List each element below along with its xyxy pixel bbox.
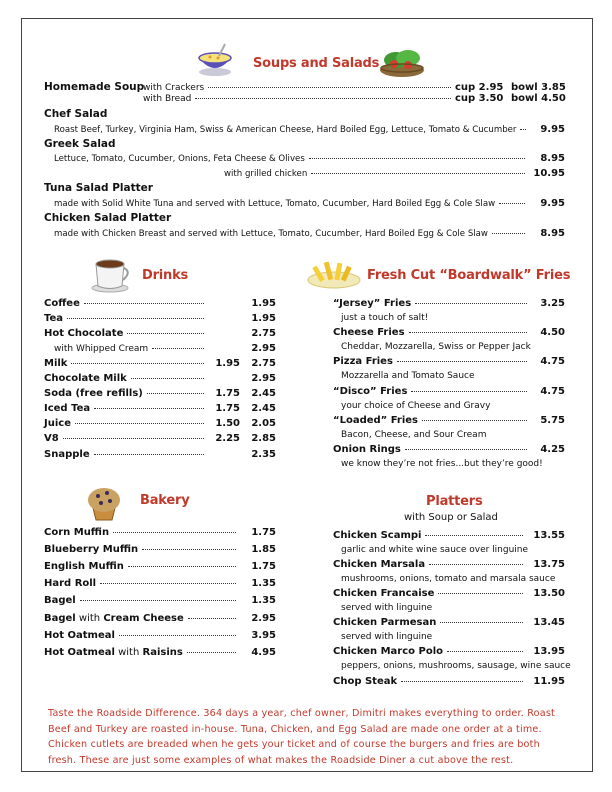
- bakery-price: 1.75: [251, 561, 276, 573]
- drink-small-price: 1.50: [215, 418, 240, 430]
- fries-desc: Cheddar, Mozzarella, Swiss or Pepper Jack: [341, 342, 531, 353]
- bakery-row: [44, 561, 276, 572]
- leader-dots: [520, 129, 526, 130]
- chef-salad-line: [54, 124, 565, 135]
- soups-salads-heading: Soups and Salads: [253, 56, 380, 71]
- fries-price: 4.75: [540, 356, 565, 368]
- fries-desc: we know they’re not fries...but they’re good!: [341, 459, 543, 469]
- soup-line-crackers: [143, 82, 565, 93]
- greek-salad-extra: with grilled chicken: [224, 169, 308, 179]
- fries-desc: Bacon, Cheese, and Sour Cream: [341, 429, 487, 440]
- bakery-row: [44, 578, 276, 589]
- bakery-row: [44, 613, 276, 624]
- drink-price: 2.95: [251, 373, 276, 385]
- drink-row: [44, 388, 276, 399]
- fries-row: [333, 386, 565, 397]
- platter-desc: peppers, onions, mushrooms, sausage, wine sauce: [341, 661, 571, 672]
- bakery-name-main: Blueberry Muffin: [44, 544, 139, 556]
- fries-price: 4.75: [540, 385, 565, 397]
- leader-dots: [195, 98, 451, 99]
- drink-row: [44, 298, 276, 309]
- soup-bread-bowl: bowl 4.50: [511, 93, 566, 104]
- fries-desc: Mozzarella and Tomato Sauce: [341, 371, 475, 382]
- platter-name: Chicken Scampi: [333, 530, 422, 541]
- fries-price: 3.25: [540, 298, 565, 309]
- leader-dots: [425, 535, 523, 536]
- leader-dots: [397, 361, 527, 362]
- leader-dots: [422, 420, 527, 421]
- bakery-price: 1.75: [251, 527, 276, 538]
- tuna-platter-price: 9.95: [540, 198, 565, 209]
- platters-subheading: with Soup or Salad: [404, 512, 498, 523]
- platter-row: [333, 588, 565, 599]
- bakery-name: [44, 630, 115, 641]
- leader-dots: [438, 593, 523, 594]
- tuna-platter-desc: made with Solid White Tuna and served with Lettuce, Tomato, Cucumber, Hard Boiled Egg & Cole Slaw: [54, 199, 496, 209]
- bakery-name-main: Hot Oatmeal: [44, 629, 115, 641]
- leader-dots: [311, 173, 525, 174]
- bakery-name: [44, 578, 96, 589]
- platter-price: 13.75: [533, 559, 565, 571]
- bakery-name: [44, 613, 184, 624]
- platter-desc: mushrooms, onions, tomato and marsala sauce: [341, 574, 556, 585]
- fries-name: “Disco” Fries: [333, 385, 408, 397]
- leader-dots: [499, 203, 525, 204]
- drink-name: Tea: [44, 313, 64, 325]
- drink-name: Hot Chocolate: [44, 328, 124, 340]
- drink-small-price: 1.75: [215, 403, 240, 415]
- leader-dots: [128, 566, 236, 567]
- bakery-name: [44, 561, 124, 572]
- drink-row: [44, 373, 276, 384]
- leader-dots: [447, 651, 523, 652]
- drinks-heading: Drinks: [142, 268, 189, 283]
- drink-name: Coffee: [44, 298, 80, 309]
- leader-dots: [142, 549, 236, 550]
- drink-name: Snapple: [44, 448, 90, 460]
- bakery-row: [44, 630, 276, 641]
- drink-row: [44, 403, 276, 414]
- fries-row: [333, 415, 565, 426]
- bakery-name-extra: Cream Cheese: [103, 612, 184, 624]
- bakery-row: [44, 647, 276, 658]
- leader-dots: [309, 158, 525, 159]
- leader-dots: [409, 332, 527, 333]
- drink-name: Soda (free refills): [44, 388, 143, 400]
- platter-row: [333, 530, 565, 541]
- muffin-icon: [82, 480, 126, 524]
- fries-desc: just a touch of salt!: [341, 313, 429, 323]
- leader-dots: [429, 564, 523, 565]
- bakery-price: 3.95: [251, 629, 276, 641]
- fries-name: Onion Rings: [333, 444, 401, 455]
- platter-price: 13.55: [533, 530, 565, 541]
- leader-dots: [75, 423, 204, 424]
- coffee-cup-icon: [90, 254, 132, 294]
- fries-row: [333, 327, 565, 338]
- fries-name: Pizza Fries: [333, 356, 393, 368]
- bakery-price: 2.95: [251, 612, 276, 624]
- platter-price: 11.95: [533, 675, 565, 687]
- greek-salad-chicken-line: [224, 168, 565, 179]
- bakery-name-main: Hard Roll: [44, 578, 97, 590]
- soup-bread-cup: cup 3.50: [455, 93, 504, 104]
- leader-dots: [94, 408, 204, 409]
- greek-salad-name: Greek Salad: [44, 138, 116, 150]
- platters-heading: Platters: [426, 494, 483, 509]
- fries-name: “Loaded” Fries: [333, 414, 418, 426]
- platter-desc: served with linguine: [341, 603, 433, 614]
- soup-name: Homemade Soup: [44, 81, 145, 93]
- drink-row: [44, 418, 276, 429]
- fries-price: 4.25: [540, 444, 565, 455]
- leader-dots: [152, 348, 204, 349]
- bakery-name-main: Bagel: [44, 612, 76, 624]
- drink-name: with Whipped Cream: [54, 344, 149, 355]
- leader-dots: [119, 635, 236, 636]
- bakery-name-main: Corn Muffin: [44, 527, 110, 538]
- platter-price: 13.50: [533, 588, 565, 600]
- platter-name: Chop Steak: [333, 675, 398, 687]
- fries-desc: your choice of Cheese and Gravy: [341, 400, 491, 411]
- drink-price: 2.75: [251, 358, 276, 370]
- tuna-platter-name: Tuna Salad Platter: [44, 182, 153, 194]
- drink-name: Milk: [44, 358, 68, 370]
- platter-price: 13.95: [533, 646, 565, 658]
- platter-desc: served with linguine: [341, 632, 433, 643]
- drink-price: 2.05: [251, 418, 276, 430]
- bakery-name: [44, 595, 76, 606]
- greek-salad-extra-price: 10.95: [533, 168, 565, 179]
- drink-name: V8: [44, 433, 59, 445]
- fries-row: [333, 444, 565, 455]
- leader-dots: [187, 652, 236, 653]
- leader-dots: [80, 600, 236, 601]
- leader-dots: [127, 333, 204, 334]
- leader-dots: [415, 303, 527, 304]
- bakery-price: 4.95: [251, 646, 276, 658]
- bakery-name-main: Bagel: [44, 595, 76, 607]
- platter-row: [333, 617, 565, 628]
- bakery-row: [44, 595, 276, 606]
- greek-salad-price: 8.95: [540, 153, 565, 164]
- drink-row: [44, 433, 276, 444]
- bakery-name: [44, 647, 183, 658]
- fries-name: “Jersey” Fries: [333, 298, 412, 309]
- chicken-platter-name: Chicken Salad Platter: [44, 212, 172, 224]
- leader-dots: [401, 681, 523, 682]
- tuna-platter-line: [54, 198, 565, 209]
- bakery-with: with: [75, 612, 104, 624]
- chef-salad-desc: Roast Beef, Turkey, Virginia Ham, Swiss & American Cheese, Hard Boiled Egg, Lettuce, Tomato & Cucumber: [54, 125, 517, 135]
- leader-dots: [100, 583, 236, 584]
- drink-row: [54, 343, 276, 354]
- soup-crackers-bowl: bowl 3.85: [511, 82, 566, 93]
- fries-row: [333, 356, 565, 367]
- chef-salad-price: 9.95: [540, 124, 565, 135]
- platter-name: Chicken Francaise: [333, 588, 435, 600]
- bakery-price: 1.35: [251, 595, 276, 607]
- platter-name: Chicken Marco Polo: [333, 646, 443, 658]
- drink-price: 2.45: [251, 403, 276, 415]
- leader-dots: [492, 233, 525, 234]
- drink-name: Juice: [44, 418, 71, 430]
- leader-dots: [188, 618, 236, 619]
- soup-line-bread: [143, 93, 565, 104]
- drink-row: [44, 313, 276, 324]
- bakery-price: 1.35: [251, 578, 276, 590]
- drink-name: Chocolate Milk: [44, 373, 127, 385]
- leader-dots: [63, 438, 204, 439]
- leader-dots: [71, 363, 204, 364]
- soup-bowl-icon: [195, 42, 235, 78]
- chicken-platter-line: [54, 228, 565, 239]
- leader-dots: [411, 391, 527, 392]
- chef-salad-name: Chef Salad: [44, 108, 108, 120]
- bakery-with: with: [114, 646, 143, 658]
- fries-row: [333, 298, 565, 309]
- greek-salad-desc: Lettuce, Tomato, Cucumber, Onions, Feta Cheese & Olives: [54, 154, 305, 164]
- leader-dots: [147, 393, 204, 394]
- drink-price: 2.95: [251, 343, 276, 355]
- drink-price: 2.45: [251, 388, 276, 400]
- bakery-row: [44, 527, 276, 538]
- fries-name: Cheese Fries: [333, 327, 405, 339]
- fries-heading: Fresh Cut “Boardwalk” Fries: [367, 268, 571, 283]
- chicken-platter-price: 8.95: [540, 228, 565, 239]
- footer-statement: Taste the Roadside Difference. 364 days a year, chef owner, Dimitri makes everything to order. Roast Beef and Turkey are roasted in-house. Tuna, Chicken, and Egg Salad are made one order at a time. Chicken cutlets are breaded when he gets your ticket and of course the burgers and fries are both fresh. These are just some examples of what makes the Roadside Diner a cut above the rest.: [48, 708, 555, 766]
- drink-row: [44, 358, 276, 369]
- leader-dots: [405, 449, 527, 450]
- platter-row: [333, 559, 565, 570]
- bakery-name: [44, 544, 138, 555]
- bakery-name-extra: Raisins: [142, 646, 183, 658]
- leader-dots: [113, 532, 236, 533]
- greek-salad-line: [54, 153, 565, 164]
- drink-name: Iced Tea: [44, 403, 91, 415]
- chicken-platter-desc: made with Chicken Breast and served with Lettuce, Tomato, Cucumber, Hard Boiled Egg & Cole Slaw: [54, 229, 488, 239]
- drink-small-price: 1.75: [215, 388, 240, 400]
- soup-crackers-cup: cup 2.95: [455, 82, 504, 93]
- fries-price: 5.75: [540, 414, 565, 426]
- drink-price: 1.95: [251, 313, 276, 325]
- platter-row: [333, 676, 565, 687]
- drink-price: 2.75: [251, 328, 276, 340]
- platter-name: Chicken Parmesan: [333, 617, 437, 629]
- platter-price: 13.45: [533, 617, 565, 629]
- bakery-name-main: Hot Oatmeal: [44, 646, 115, 658]
- fries-price: 4.50: [540, 327, 565, 339]
- drink-price: 2.35: [251, 448, 276, 460]
- bakery-name: [44, 527, 109, 538]
- drink-row: [44, 449, 276, 460]
- drink-price: 1.95: [251, 298, 276, 309]
- bakery-heading: Bakery: [140, 493, 190, 508]
- drink-price: 2.85: [251, 433, 276, 445]
- drink-small-price: 1.95: [215, 358, 240, 370]
- leader-dots: [84, 303, 204, 304]
- leader-dots: [440, 622, 523, 623]
- leader-dots: [94, 454, 204, 455]
- bakery-price: 1.85: [251, 544, 276, 556]
- platter-name: Chicken Marsala: [333, 559, 426, 571]
- leader-dots: [131, 378, 204, 379]
- platter-row: [333, 646, 565, 657]
- soup-crackers-label: with Crackers: [143, 83, 205, 93]
- soup-bread-label: with Bread: [143, 94, 192, 104]
- salad-bowl-icon: [376, 44, 428, 80]
- bakery-row: [44, 544, 276, 555]
- leader-dots: [67, 318, 204, 319]
- bakery-name-main: English Muffin: [44, 561, 124, 573]
- fries-icon: [306, 258, 362, 290]
- platter-desc: garlic and white wine sauce over linguine: [341, 545, 529, 555]
- drink-row: [44, 328, 276, 339]
- drink-small-price: 2.25: [215, 433, 240, 445]
- leader-dots: [208, 87, 451, 88]
